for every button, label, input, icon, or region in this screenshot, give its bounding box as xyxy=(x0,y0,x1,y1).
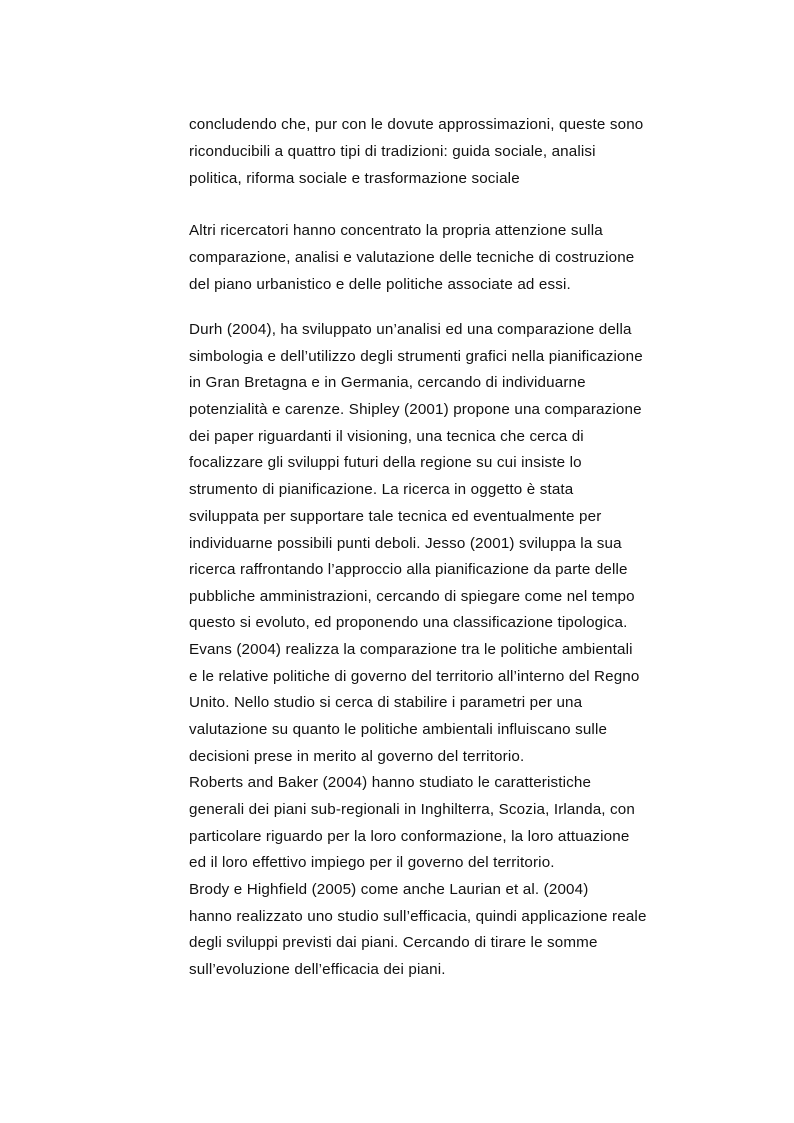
text-line: Roberts and Baker (2004) hanno studiato le caratteristiche xyxy=(189,774,592,791)
text-line: in Gran Bretagna e in Germania, cercando di individuarne xyxy=(189,374,586,391)
text-line: riconducibili a quattro tipi di tradizioni: guida sociale, analisi xyxy=(189,143,596,160)
text-line: decisioni prese in merito al governo del territorio. xyxy=(189,748,525,765)
text-line: comparazione, analisi e valutazione delle tecniche di costruzione xyxy=(189,249,635,266)
text-line: focalizzare gli sviluppi futuri della regione su cui insiste lo xyxy=(189,454,582,471)
text-line: generali dei piani sub-regionali in Inghilterra, Scozia, Irlanda, con xyxy=(189,801,635,818)
text-line: degli sviluppi previsti dai piani. Cercando di tirare le somme xyxy=(189,934,598,951)
text-line: Durh (2004), ha sviluppato un’analisi ed una comparazione della xyxy=(189,321,632,338)
text-line: particolare riguardo per la loro conformazione, la loro attuazione xyxy=(189,828,630,845)
text-line: e le relative politiche di governo del territorio all’interno del Regno xyxy=(189,668,640,685)
text-line: hanno realizzato uno studio sull’efficacia, quindi applicazione reale xyxy=(189,908,647,925)
text-line: sviluppata per supportare tale tecnica ed eventualmente per xyxy=(189,508,602,525)
text-line: pubbliche amministrazioni, cercando di spiegare come nel tempo xyxy=(189,588,635,605)
text-line: individuarne possibili punti deboli. Jesso (2001) sviluppa la sua xyxy=(189,535,622,552)
text-line: concludendo che, pur con le dovute approssimazioni, queste sono xyxy=(189,116,644,133)
text-line: ricerca raffrontando l’approccio alla pianificazione da parte delle xyxy=(189,561,628,578)
text-line: strumento di pianificazione. La ricerca in oggetto è stata xyxy=(189,481,574,498)
text-line: valutazione su quanto le politiche ambientali influiscano sulle xyxy=(189,721,608,738)
text-line: Evans (2004) realizza la comparazione tra le politiche ambientali xyxy=(189,641,633,658)
text-line: Unito. Nello studio si cerca di stabilire i parametri per una xyxy=(189,694,583,711)
text-line: dei paper riguardanti il visioning, una tecnica che cerca di xyxy=(189,428,584,445)
text-line: Altri ricercatori hanno concentrato la propria attenzione sulla xyxy=(189,222,603,239)
text-line: Brody e Highfield (2005) come anche Laurian et al. (2004) xyxy=(189,881,589,898)
text-line: simbologia e dell’utilizzo degli strumenti grafici nella pianificazione xyxy=(189,348,643,365)
text-line: ed il loro effettivo impiego per il governo del territorio. xyxy=(189,854,555,871)
text-line: potenzialità e carenze. Shipley (2001) propone una comparazione xyxy=(189,401,642,418)
text-line: sull’evoluzione dell’efficacia dei piani. xyxy=(189,961,446,978)
text-line: del piano urbanistico e delle politiche associate ad essi. xyxy=(189,276,571,293)
text-line: questo si evoluto, ed proponendo una classificazione tipologica. xyxy=(189,614,628,631)
text-line: politica, riforma sociale e trasformazione sociale xyxy=(189,170,520,187)
